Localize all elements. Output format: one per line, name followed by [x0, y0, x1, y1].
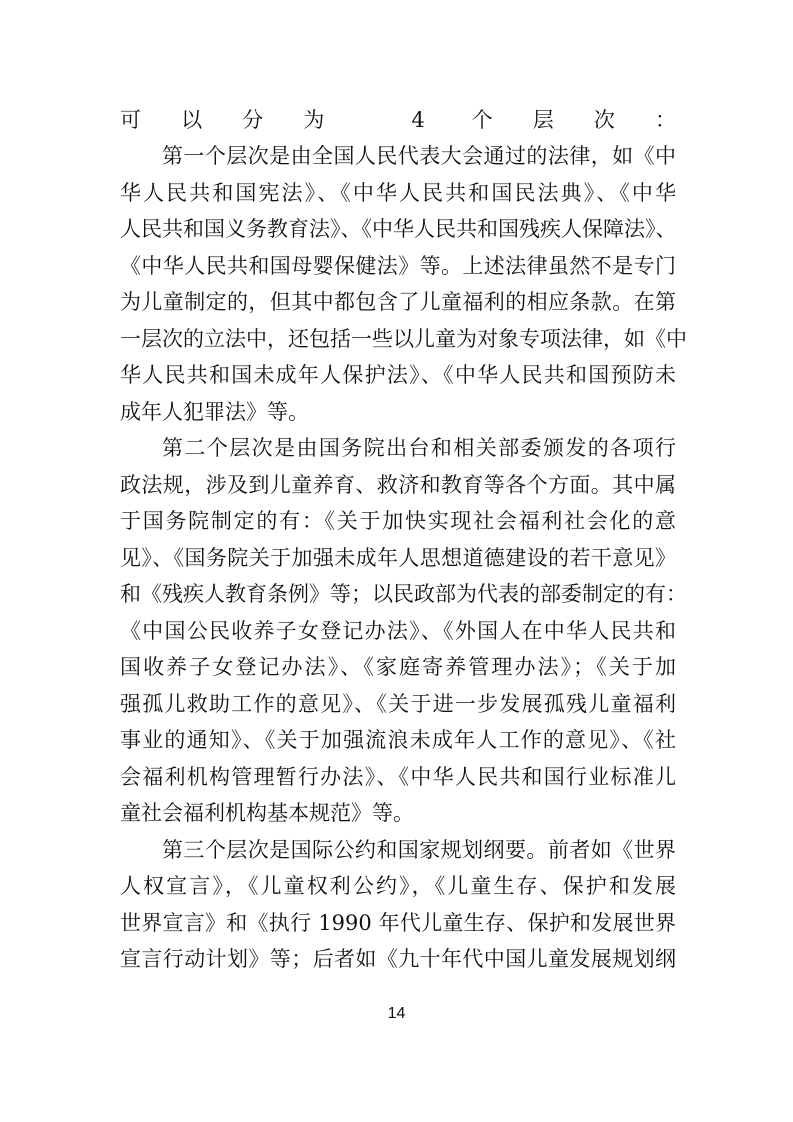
text-line-23: 世界宣言》和《执行 1990 年代儿童生存、保护和发展世界 — [120, 911, 676, 935]
text-line-4: 人民共和国义务教育法》、《中华人民共和国残疾人保障法》、 — [120, 217, 677, 241]
text-line-2: 第一个层次是由全国人民代表大会通过的法律，如《中 — [162, 144, 676, 168]
text-line-9: 成年人犯罪法》等。 — [120, 400, 309, 424]
text-line-7: 一层次的立法中，还包括一些以儿童为对象专项法律，如《中 — [120, 327, 687, 351]
text-line-21: 第三个层次是国际公约和国家规划纲要。前者如《世界 — [162, 838, 676, 862]
page-number: 14 — [387, 1005, 406, 1022]
text-line-11: 政法规，涉及到儿童养育、救济和教育等各个方面。其中属 — [120, 473, 676, 497]
text-line-17: 强孤儿救助工作的意见》、《关于进一步发展孤残儿童福利 — [120, 692, 676, 716]
text-line-5: 《中华人民共和国母婴保健法》等。上述法律虽然不是专门 — [120, 254, 676, 278]
text-line-16: 国收养子女登记办法》、《家庭寄养管理办法》；《关于加 — [120, 655, 676, 679]
text-line-15: 《中国公民收养子女登记办法》、《外国人在中华人民共和 — [120, 619, 676, 643]
text-line-19: 会福利机构管理暂行办法》、《中华人民共和国行业标准儿 — [120, 765, 676, 789]
text-line-14: 和《残疾人教育条例》等；以民政部为代表的部委制定的有： — [120, 582, 687, 606]
text-line-24: 宣言行动计划》等；后者如《九十年代中国儿童发展规划纲 — [120, 947, 676, 971]
text-line-10: 第二个层次是由国务院出台和相关部委颁发的各项行 — [162, 436, 676, 460]
text-line-22: 人权宣言》，《儿童权利公约》，《儿童生存、保护和发展 — [120, 874, 676, 898]
text-line-1: 可以分为 4 个层次： — [120, 108, 676, 132]
text-line-3: 华人民共和国宪法》、《中华人民共和国民法典》、《中华 — [120, 181, 676, 205]
text-line-12: 于国务院制定的有：《关于加快实现社会福利社会化的意 — [120, 509, 676, 533]
text-line-8: 华人民共和国未成年人保护法》、《中华人民共和国预防未 — [120, 363, 676, 387]
text-line-6: 为儿童制定的，但其中都包含了儿童福利的相应条款。在第 — [120, 290, 676, 314]
text-line-13: 见》、《国务院关于加强未成年人思想道德建设的若干意见》 — [120, 546, 676, 570]
text-line-18: 事业的通知》、《关于加强流浪未成年人工作的意见》、《社 — [120, 728, 676, 752]
text-line-20: 童社会福利机构基本规范》等。 — [120, 801, 414, 825]
